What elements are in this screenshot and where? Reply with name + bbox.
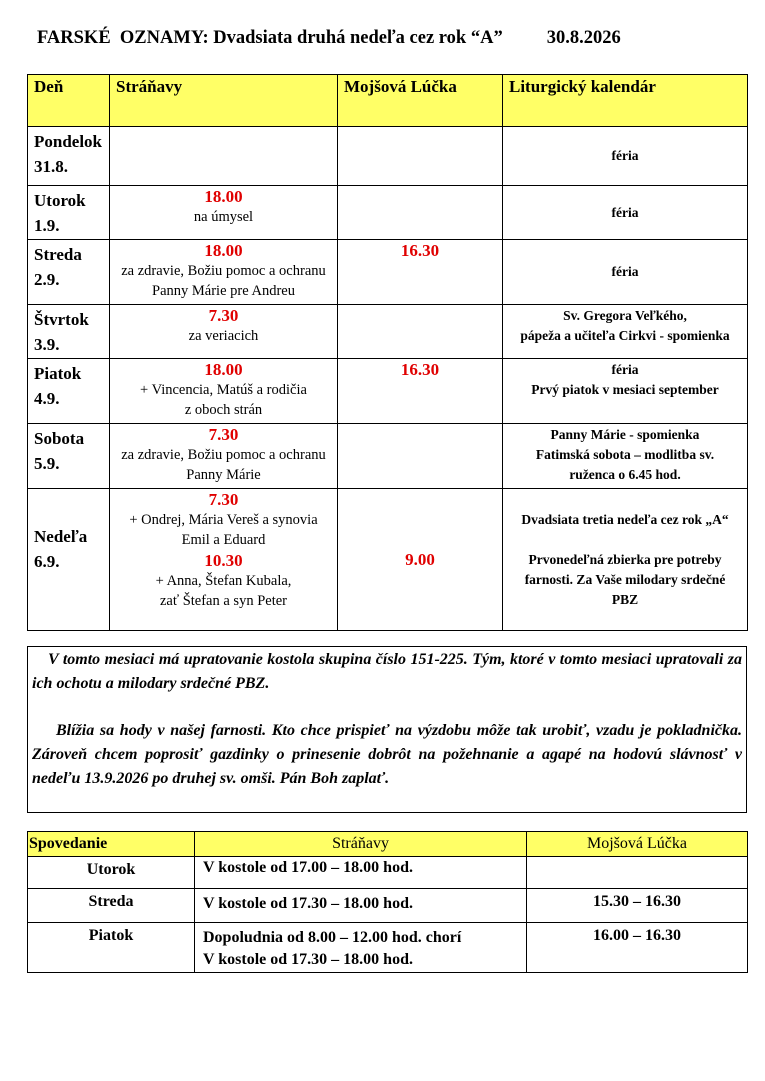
confession-day: Utorok <box>28 857 195 889</box>
stranavy-cell <box>110 359 338 424</box>
day-date: 3.9. <box>34 335 60 354</box>
stranavy-cell <box>110 489 338 631</box>
mojsova-cell <box>338 305 503 359</box>
table-row <box>28 305 748 359</box>
table-row <box>28 489 748 631</box>
liturgy-line: ruženca o 6.45 hod. <box>569 467 681 482</box>
mass-time: 18.00 <box>204 187 243 206</box>
day-name: Piatok <box>34 364 82 383</box>
day-cell <box>28 186 110 240</box>
liturgy-cell <box>503 424 748 489</box>
liturgy-line: pápeža a učiteľa Cirkvi - spomienka <box>520 328 730 343</box>
stranavy-cell <box>110 127 338 186</box>
day-date: 1.9. <box>34 216 60 235</box>
confession-mojsova: 15.30 – 16.30 <box>527 889 748 923</box>
liturgy-line: Prvý piatok v mesiaci september <box>531 382 719 397</box>
mojsova-cell <box>338 127 503 186</box>
liturgy-line: farnosti. Za Vaše milodary srdečné <box>524 571 726 587</box>
liturgy-cell: féria <box>503 127 748 186</box>
col-header-confession: Spovedanie <box>28 832 195 857</box>
liturgy-line: Panny Márie - spomienka <box>550 427 700 442</box>
confession-line: Dopoludnia od 8.00 – 12.00 hod. chorí <box>203 929 462 946</box>
table-row <box>28 923 748 973</box>
day-name: Utorok <box>34 191 86 210</box>
col-header-stranavy: Stráňavy <box>110 75 338 127</box>
day-name: Sobota <box>34 429 85 448</box>
day-date: 6.9. <box>34 551 60 571</box>
table-row <box>28 186 748 240</box>
mojsova-cell <box>338 240 503 305</box>
mass-intention: zať Štefan a syn Peter <box>160 593 287 609</box>
confession-day: Streda <box>28 889 195 923</box>
stranavy-cell <box>110 240 338 305</box>
day-date: 2.9. <box>34 270 60 289</box>
table-row <box>28 889 748 923</box>
col-header-mojsova: Mojšová Lúčka <box>338 75 503 127</box>
title-text: FARSKÉ OZNAMY: Dvadsiata druhá nedeľa cez rok “A” <box>37 28 503 48</box>
schedule-header-row <box>28 75 748 127</box>
liturgy-cell <box>503 489 748 631</box>
liturgy-line: Prvonedeľná zbierka pre potreby <box>528 551 722 567</box>
mass-time: 16.30 <box>400 360 440 379</box>
stranavy-cell <box>110 424 338 489</box>
liturgy-cell <box>503 305 748 359</box>
table-row <box>28 857 748 889</box>
mass-intention: za zdravie, Božiu pomoc a ochranu <box>121 263 326 279</box>
page-title <box>37 28 621 49</box>
day-name: Pondelok <box>34 132 103 151</box>
confession-mojsova: 16.00 – 16.30 <box>527 923 748 973</box>
confession-stranavy: V kostole od 17.30 – 18.00 hod. <box>195 889 527 923</box>
mass-intention: + Ondrej, Mária Vereš a synovia <box>129 512 318 528</box>
day-cell <box>28 489 110 631</box>
confession-table <box>27 831 748 973</box>
day-cell <box>28 127 110 186</box>
mass-schedule-table <box>27 74 748 631</box>
mass-intention: + Vincencia, Matúš a rodičia <box>140 382 307 398</box>
liturgy-line: PBZ <box>611 591 639 607</box>
mass-intention: za veriacich <box>188 328 259 344</box>
day-cell <box>28 305 110 359</box>
mojsova-cell <box>338 424 503 489</box>
stranavy-cell <box>110 186 338 240</box>
col-header-day: Deň <box>28 75 110 127</box>
mojsova-cell <box>338 489 503 631</box>
mass-time: 18.00 <box>204 360 243 379</box>
mojsova-cell <box>338 186 503 240</box>
day-date: 31.8. <box>34 157 68 176</box>
title-date: 30.8.2026 <box>546 28 621 48</box>
liturgy-line: Fatimská sobota – modlitba sv. <box>535 447 715 462</box>
confession-day: Piatok <box>28 923 195 973</box>
mass-intention: Panny Márie pre Andreu <box>152 283 295 299</box>
day-date: 5.9. <box>34 454 60 473</box>
stranavy-cell <box>110 305 338 359</box>
confession-header-row <box>28 832 748 857</box>
col-header-mojsova: Mojšová Lúčka <box>527 832 748 857</box>
day-cell <box>28 424 110 489</box>
day-cell <box>28 240 110 305</box>
col-header-stranavy: Stráňavy <box>195 832 527 857</box>
day-name: Štvrtok <box>34 310 89 329</box>
day-name: Streda <box>34 245 82 264</box>
liturgy-line: Dvadsiata tretia nedeľa cez rok „A“ <box>521 511 729 527</box>
announcement-paragraph: Blížia sa hody v našej farnosti. Kto chce prispieť na výzdobu môže tak urobiť, vzadu je pokladnička. Zároveň chcem poprosiť gazdinky o prinesenie dobrôt na požehnanie a agapé na hodovú slávnosť v nedeľu 13.9.2026 po druhej sv. omši. Pán Boh zaplať. <box>32 722 742 787</box>
mass-time: 7.30 <box>208 490 239 509</box>
confession-stranavy <box>195 923 527 973</box>
confession-line: V kostole od 17.30 – 18.00 hod. <box>203 951 413 968</box>
mass-intention: za zdravie, Božiu pomoc a ochranu <box>121 447 326 463</box>
liturgy-cell: féria <box>503 240 748 305</box>
announcement-box <box>27 646 747 813</box>
mass-intention: Emil a Eduard <box>181 532 266 548</box>
mass-intention: z oboch strán <box>184 402 263 418</box>
mojsova-cell <box>338 359 503 424</box>
mass-intention: na úmysel <box>193 209 254 225</box>
confession-stranavy: V kostole od 17.00 – 18.00 hod. <box>195 857 527 889</box>
confession-mojsova <box>527 857 748 889</box>
mass-time: 7.30 <box>208 425 239 444</box>
mass-time: 9.00 <box>405 550 435 569</box>
mass-time: 10.30 <box>204 551 243 570</box>
day-date: 4.9. <box>34 389 60 408</box>
mass-time: 16.30 <box>400 241 440 260</box>
table-row <box>28 359 748 424</box>
table-row <box>28 127 748 186</box>
announcement-paragraph: V tomto mesiaci má upratovanie kostola skupina číslo 151-225. Tým, ktoré v tomto mesiaci upratovali za ich ochotu a milodary srdečné PBZ. <box>32 651 742 692</box>
table-row <box>28 240 748 305</box>
mass-intention: + Anna, Štefan Kubala, <box>155 573 292 589</box>
day-cell <box>28 359 110 424</box>
col-header-liturgy: Liturgický kalendár <box>503 75 748 127</box>
mass-time: 18.00 <box>204 241 243 260</box>
mass-intention: Panny Márie <box>186 467 261 483</box>
liturgy-cell <box>503 359 748 424</box>
liturgy-cell: féria <box>503 186 748 240</box>
liturgy-line: Sv. Gregora Veľkého, <box>563 308 687 323</box>
day-name: Nedeľa <box>34 526 88 546</box>
table-row <box>28 424 748 489</box>
mass-time: 7.30 <box>208 306 239 325</box>
liturgy-line: féria <box>611 362 639 377</box>
